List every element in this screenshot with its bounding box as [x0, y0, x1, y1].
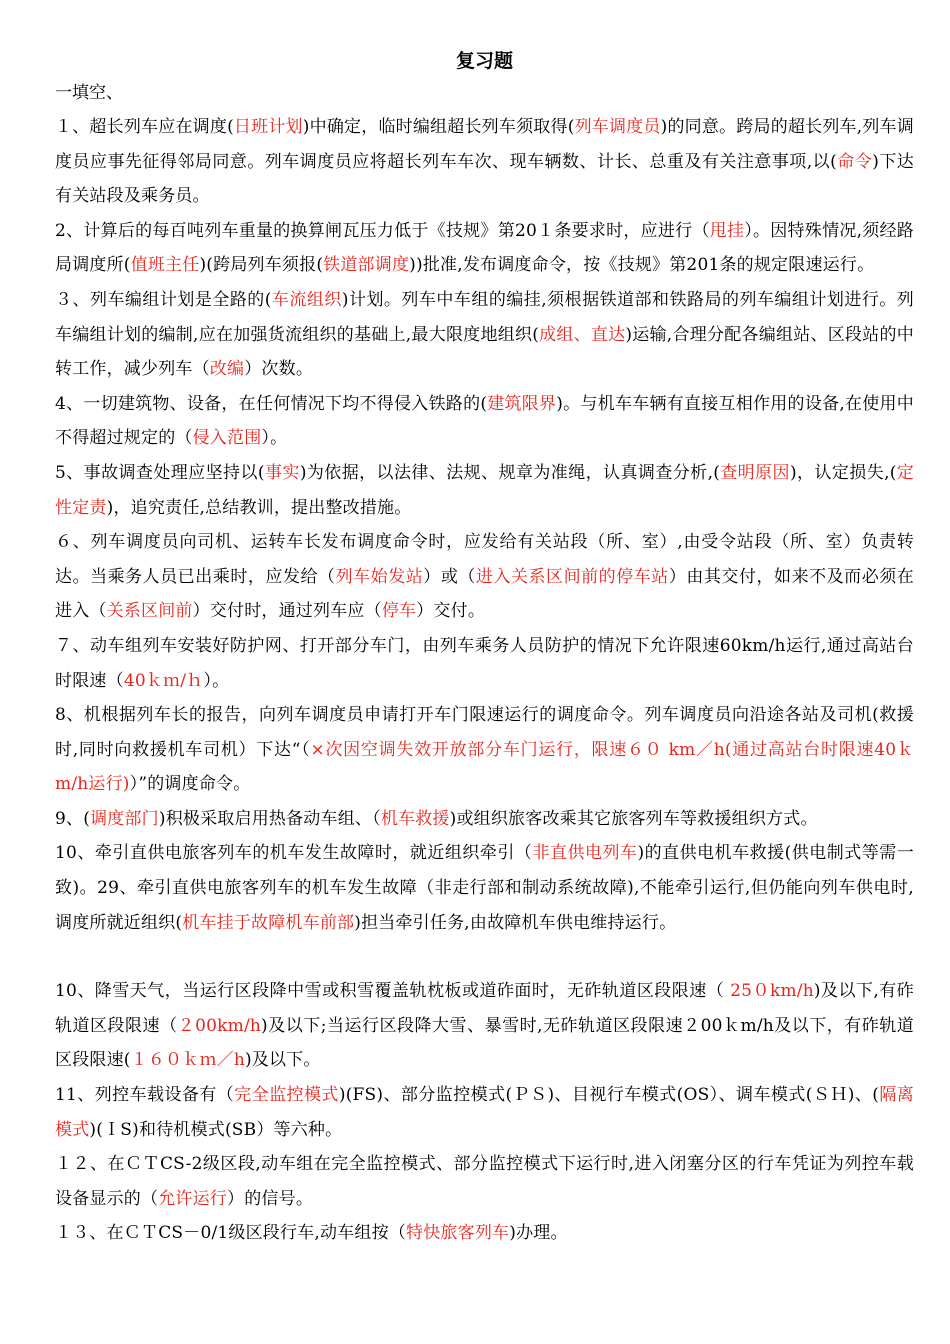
answer-text: 机车挂于故障机车前部 — [182, 912, 355, 933]
answer-text: 甩挂 — [709, 220, 745, 241]
answer-text: 命令 — [836, 151, 873, 172]
question-paragraph — [55, 836, 914, 940]
question-text: 2、计算后的每百吨列车重量的换算闸瓦压力低于《技规》第20１条要求时，应进行（ — [55, 220, 710, 241]
answer-text: 进入关系区间前的停车站 — [475, 566, 669, 587]
question-paragraph — [55, 110, 914, 214]
question-text: )积极采取启用热备动车组、（ — [158, 808, 381, 829]
question-text: 5、事故调查处理应坚持以( — [55, 462, 265, 483]
question-paragraph — [55, 283, 914, 387]
question-paragraph — [55, 387, 914, 456]
question-text: 10、牵引直供电旅客列车的机车发生故障时，就近组织牵引（ — [55, 843, 533, 864]
question-text: ）次数。 — [244, 359, 314, 380]
question-text: ３、列车编组计划是全路的( — [55, 289, 272, 310]
answer-text: 关系区间前 — [106, 601, 193, 622]
answer-text: 日班计划 — [233, 117, 303, 137]
answer-text: 列车始发站 — [335, 566, 424, 587]
question-text: ）或（ — [423, 566, 476, 587]
question-text: ）交付。 — [416, 601, 486, 622]
question-text: ）”的调度命令。 — [129, 774, 251, 795]
question-text: )，追究责任,总结教训，提出整改措施。 — [106, 497, 412, 518]
question-paragraph — [55, 1216, 914, 1251]
question-text: )及以下;当运行区段降大雪、暴雪时,无砟轨道区段限速２00ｋm/h及以下，有砟轨道区段限速( — [55, 1015, 914, 1071]
question-text: ）。 — [261, 428, 288, 449]
question-paragraph — [55, 525, 914, 629]
question-text: )为依据，以法律、法规、规章为准绳，认真调查分析,( — [299, 462, 721, 483]
answer-text: 值班主任 — [130, 255, 200, 276]
question-text: )及以下,有砟轨道区段限速（ — [55, 981, 914, 1036]
question-text: )，认定损失,( — [789, 462, 897, 483]
question-text: )(FS)、部分监控模式(ＰＳ)、目视行车模式(OS）、调车模式(ＳＨ)、( — [338, 1085, 880, 1106]
question-paragraph — [55, 974, 914, 1078]
question-text: ）。因特殊情况,须经路局调度所( — [55, 220, 915, 276]
answer-text: 侵入范围 — [192, 428, 262, 449]
question-text: １２、在ＣＴCS-2级区段,动车组在完全监控模式、部分监控模式下运行时,进入闭塞分区的行车凭证为列控车载设备显示的（ — [55, 1154, 914, 1209]
question-text: 10、降雪天气，当运行区段降中雪或积雪覆盖轨枕板或道砟面时，无砟轨道区段限速（ — [55, 981, 731, 1002]
answer-text: 25０km/h — [730, 981, 814, 1002]
answer-text: 列车调度员 — [574, 117, 661, 137]
question-text: )(跨局列车须报( — [199, 255, 324, 276]
question-text: )计划。列车中车组的编挂,须根据铁道部和铁路局的列车编组计划进行。列车编组计划的编制,应在加强货流组织的基础上,最大限度地组织( — [55, 289, 914, 345]
question-paragraph — [55, 456, 914, 525]
question-text: １３、在ＣＴCS－0/1级区段行车,动车组按（ — [55, 1223, 407, 1244]
answer-text: 定性定责 — [55, 462, 914, 518]
question-list — [55, 110, 914, 1251]
answer-text: 机车救援 — [380, 808, 450, 829]
question-text: )担当牵引任务,由故障机车供电维持运行。 — [354, 912, 677, 933]
answer-text: 铁道部调度 — [323, 255, 410, 276]
question-paragraph — [55, 802, 914, 837]
question-text: 4、一切建筑物、设备，在任何情况下均不得侵入铁路的( — [55, 393, 488, 414]
answer-text: 停车 — [381, 601, 417, 622]
answer-text: １６０ｋｍ／h — [130, 1050, 245, 1071]
answer-text: 查明原因 — [720, 462, 790, 483]
question-text: )下达有关站段及乘务员。 — [55, 151, 915, 207]
question-paragraph — [55, 629, 914, 698]
answer-text: 隔离模式 — [55, 1085, 914, 1140]
question-text: 9、( — [55, 808, 91, 829]
question-text: 8、机根据列车长的报告，向列车调度员申请打开车门限速运行的调度命令。列车调度员向沿途各站及司机(救援时,同时向救援机车司机）下达“（ — [55, 705, 914, 760]
question-text: )运输,合理分配各编组站、区段站的中转工作，减少列车（ — [55, 324, 914, 380]
question-text: ）交付时，通过列车应（ — [192, 601, 382, 622]
question-paragraph — [55, 1078, 914, 1147]
question-text: )中确定，临时编组超长列车须取得( — [302, 117, 575, 137]
answer-text: 40ｋｍ/ｈ — [123, 670, 204, 691]
document-title: 复习题 — [455, 50, 513, 72]
answer-text: 车流组织 — [271, 289, 342, 310]
question-text: １、超长列车应在调度( — [55, 117, 234, 137]
answer-text: 成组、直达 — [539, 324, 626, 345]
question-paragraph — [55, 214, 914, 283]
question-text: ７、动车组列车安装好防护网、打开部分车门，由列车乘务人员防护的情况下允许限速60km/h运行,通过高站台时限速（ — [55, 635, 914, 691]
answer-text: 特快旅客列车 — [406, 1223, 510, 1244]
question-text: ))批准,发布调度命令，按《技规》第201条的规定限速运行。 — [409, 255, 875, 276]
answer-text: 调度部门 — [90, 808, 159, 829]
question-text: )(ＩS)和待机模式(SB）等六种。 — [89, 1119, 343, 1140]
answer-text: 允许运行 — [158, 1188, 228, 1209]
answer-text: 建筑限界 — [487, 393, 557, 414]
answer-text: ２00km/h — [177, 1015, 262, 1036]
question-paragraph — [55, 1147, 914, 1216]
question-text: )。与机车车辆有直接互相作用的设备,在使用中不得超过规定的（ — [55, 393, 914, 449]
answer-text: 事实 — [264, 462, 300, 483]
question-text: ）。 — [203, 670, 230, 691]
question-text: )或组织旅客改乘其它旅客列车等救援组织方式。 — [449, 808, 818, 829]
answer-text: 改编 — [209, 359, 245, 380]
question-text: ）的信号。 — [227, 1188, 314, 1209]
answer-text: 非直供电列车 — [532, 843, 638, 864]
answer-text: 完全监控模式 — [234, 1085, 339, 1106]
section-heading: 一填空、 — [55, 83, 123, 103]
question-paragraph — [55, 698, 914, 802]
question-text: )的直供电机车救援(供电制式等需一致)。29、牵引直供电旅客列车的机车发生故障（非走行部和制动系统故障),不能牵引运行,但仍能向列车供电时,调度所就近组织( — [55, 843, 914, 933]
blank-line — [55, 940, 914, 974]
question-text: )办理。 — [509, 1223, 568, 1244]
question-text: ）由其交付，如来不及而必须在进入（ — [55, 566, 914, 622]
question-text: 11、列控车载设备有（ — [55, 1085, 235, 1106]
question-text: )及以下。 — [245, 1050, 321, 1071]
question-text: ６、列车调度员向司机、运转车长发布调度命令时，应发给有关站段（所、室）,由受令站段（所、室）负责转达。当乘务人员已出乘时，应发给（ — [55, 532, 914, 587]
answer-text: ×次因空调失效开放部分车门运行，限速６０ km／h(通过高站台时限速40ｋm/h运行) — [55, 739, 914, 795]
question-text: )的同意。跨局的超长列车,列车调度员应事先征得邻局同意。列车调度员应将超长列车车次、现车辆数、计长、总重及有关注意事项,以( — [55, 117, 914, 172]
